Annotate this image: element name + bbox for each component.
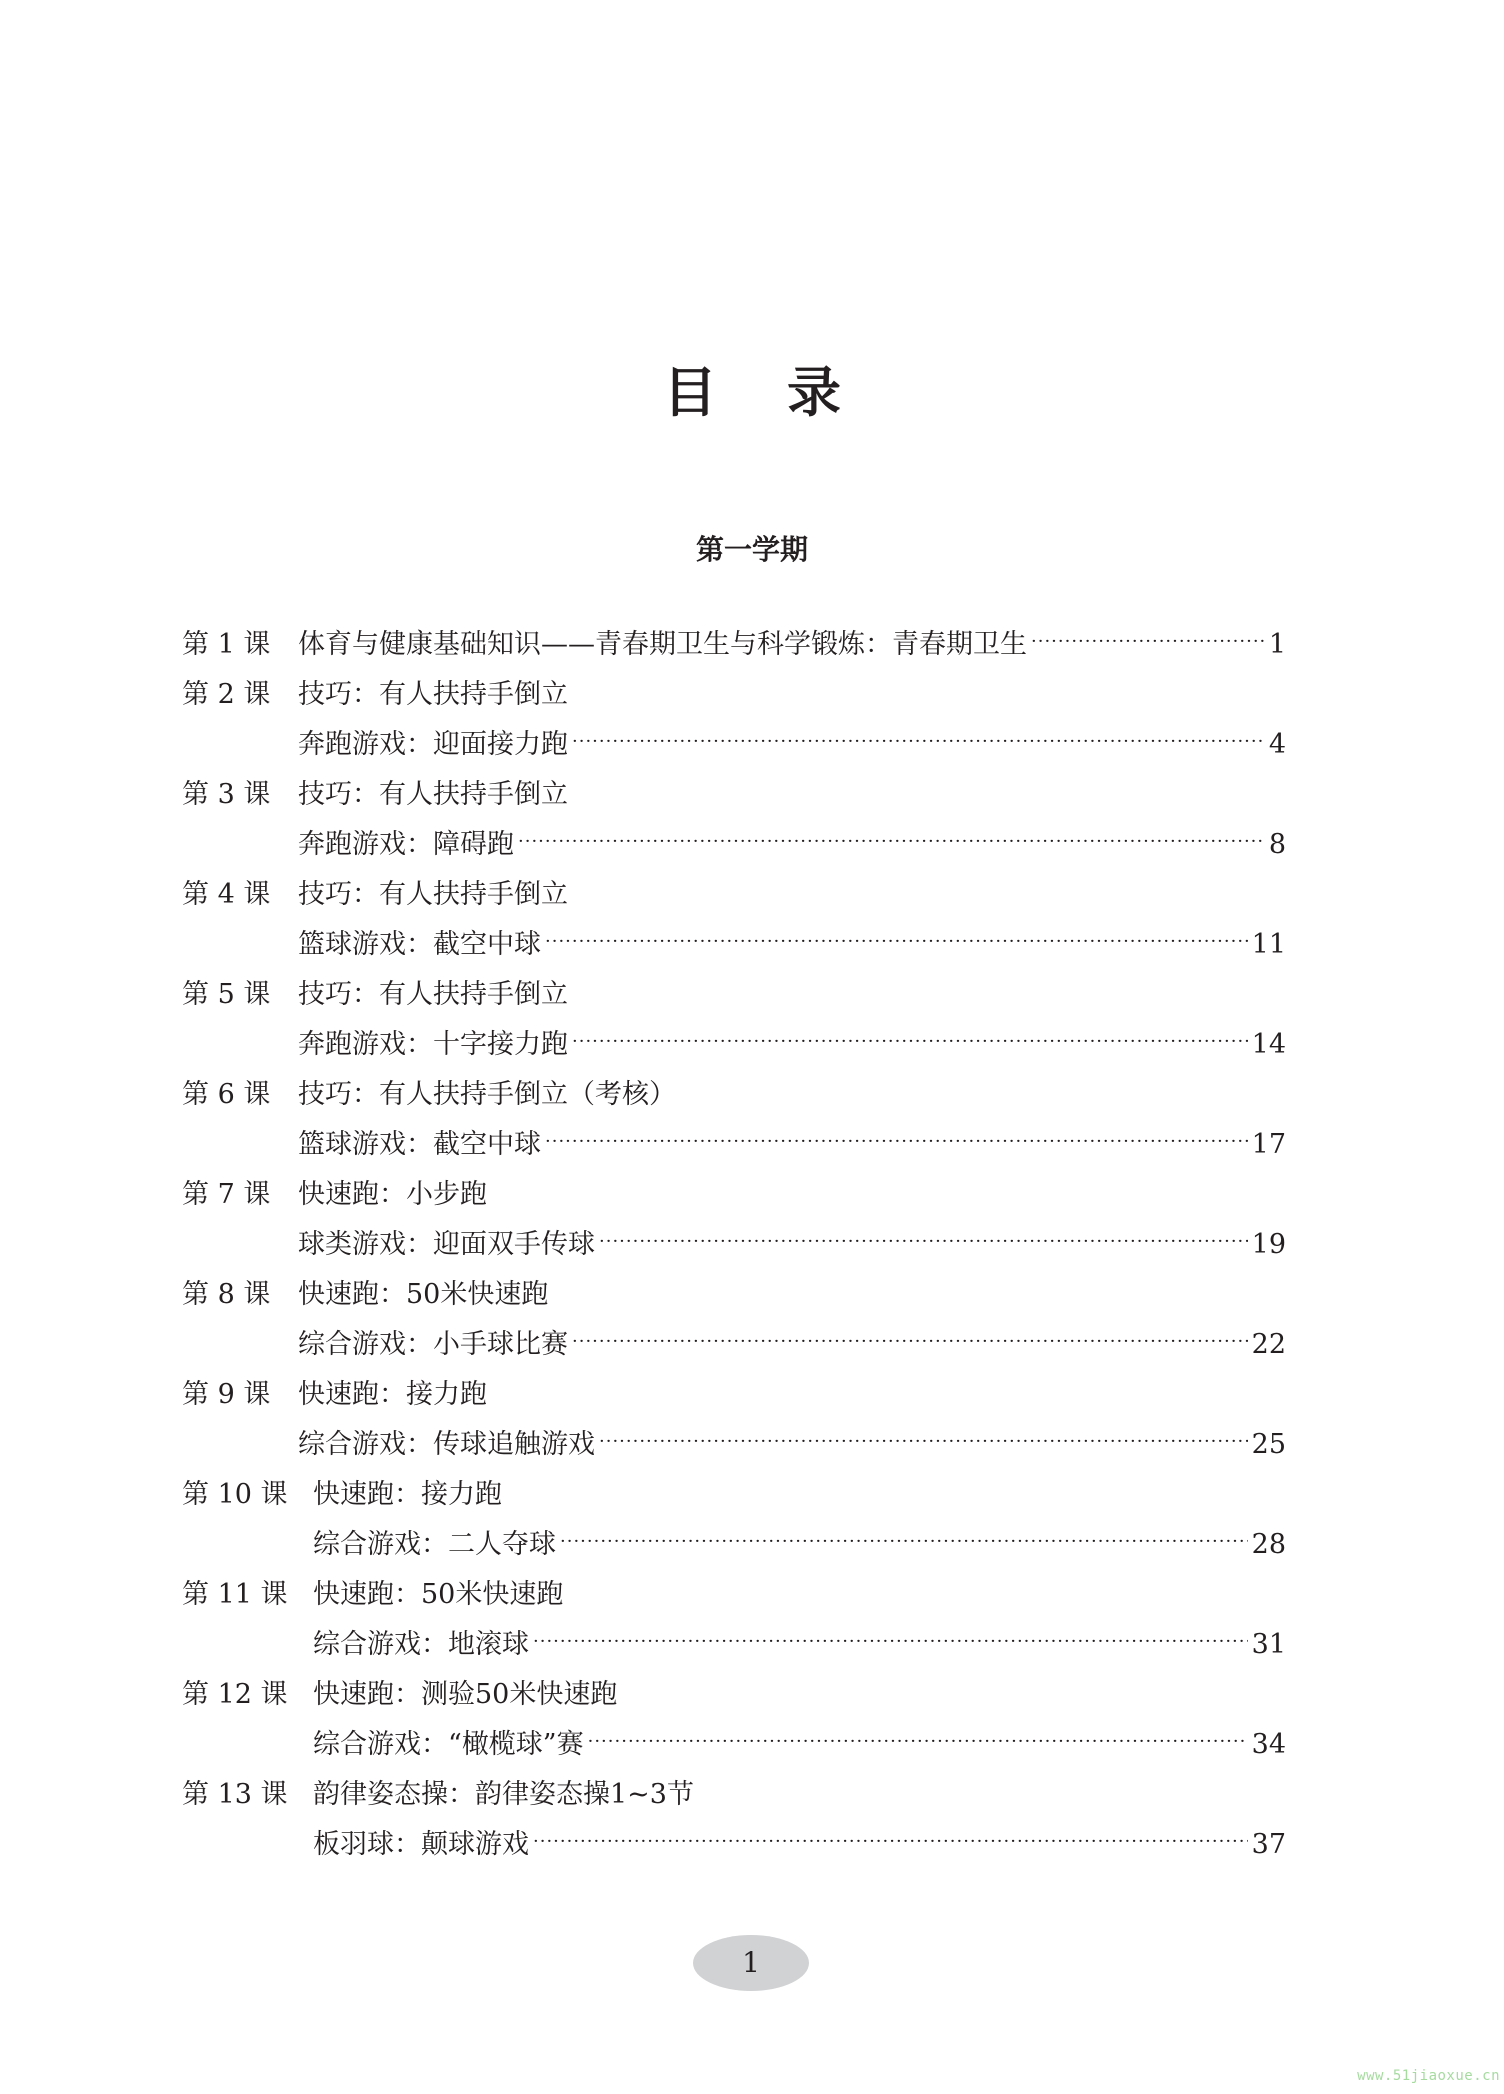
page-ref: 28 <box>1251 1529 1286 1560</box>
dot-leader <box>572 719 1265 765</box>
toc-entry[interactable] <box>182 1722 1286 1772</box>
page-ref: 11 <box>1251 929 1286 960</box>
lesson-title: 技巧：有人扶持手倒立 <box>298 679 568 710</box>
lesson-title: 快速跑：50米快速跑 <box>313 1579 564 1610</box>
lesson-title: 综合游戏：地滚球 <box>313 1629 529 1660</box>
dot-leader <box>572 1319 1248 1365</box>
lesson-title: 体育与健康基础知识——青春期卫生与科学锻炼：青春期卫生 <box>298 629 1027 660</box>
lesson-number: 第 6 课 <box>182 1079 271 1110</box>
lesson-title: 奔跑游戏：障碍跑 <box>298 829 514 860</box>
dot-leader <box>1031 619 1265 665</box>
dot-leader <box>545 1119 1248 1165</box>
lesson-title: 综合游戏：传球追触游戏 <box>298 1429 595 1460</box>
page-ref: 14 <box>1251 1029 1286 1060</box>
toc-entry[interactable] <box>182 922 1286 972</box>
page-title-char-1: 目 <box>663 361 717 424</box>
toc-entry[interactable] <box>182 1322 1286 1372</box>
lesson-title: 快速跑：接力跑 <box>298 1379 487 1410</box>
lesson-title: 奔跑游戏：迎面接力跑 <box>298 729 568 760</box>
section-heading: 第一学期 <box>695 533 808 566</box>
lesson-number: 第 8 课 <box>182 1279 271 1310</box>
toc-entry[interactable] <box>182 822 1286 872</box>
toc-entry[interactable] <box>182 1072 1286 1122</box>
lesson-number: 第 5 课 <box>182 979 271 1010</box>
page-title-char-2: 录 <box>787 361 841 424</box>
watermark: www.51jiaoxue.cn <box>1357 2068 1500 2084</box>
lesson-title: 综合游戏：二人夺球 <box>313 1529 556 1560</box>
toc-entry[interactable] <box>182 1222 1286 1272</box>
page-number-badge: 1 <box>693 1935 809 1991</box>
dot-leader <box>533 1819 1248 1865</box>
toc-entry[interactable] <box>182 1772 1286 1822</box>
lesson-number: 第 12 课 <box>182 1679 288 1710</box>
toc-entry[interactable] <box>182 872 1286 922</box>
lesson-title: 综合游戏：小手球比赛 <box>298 1329 568 1360</box>
toc-entry[interactable] <box>182 1622 1286 1672</box>
toc-entry[interactable] <box>182 1672 1286 1722</box>
toc-entry[interactable] <box>182 622 1286 672</box>
lesson-title: 技巧：有人扶持手倒立 <box>298 879 568 910</box>
lesson-title: 快速跑：小步跑 <box>298 1179 487 1210</box>
lesson-number: 第 13 课 <box>182 1779 288 1810</box>
lesson-title: 技巧：有人扶持手倒立 <box>298 779 568 810</box>
table-of-contents <box>182 622 1286 1872</box>
lesson-title: 技巧：有人扶持手倒立 <box>298 979 568 1010</box>
toc-entry[interactable] <box>182 672 1286 722</box>
page-ref: 4 <box>1268 729 1286 760</box>
lesson-title: 板羽球：颠球游戏 <box>313 1829 529 1860</box>
lesson-number: 第 1 课 <box>182 629 271 660</box>
lesson-title: 综合游戏：“橄榄球”赛 <box>313 1729 584 1760</box>
toc-entry[interactable] <box>182 1122 1286 1172</box>
lesson-title: 篮球游戏：截空中球 <box>298 929 541 960</box>
page-ref: 19 <box>1251 1229 1286 1260</box>
toc-entry[interactable] <box>182 1822 1286 1872</box>
toc-entry[interactable] <box>182 1372 1286 1422</box>
toc-entry[interactable] <box>182 1472 1286 1522</box>
toc-entry[interactable] <box>182 722 1286 772</box>
lesson-number: 第 2 课 <box>182 679 271 710</box>
lesson-title: 技巧：有人扶持手倒立（考核） <box>298 1079 676 1110</box>
lesson-title: 球类游戏：迎面双手传球 <box>298 1229 595 1260</box>
page-ref: 37 <box>1251 1829 1286 1860</box>
toc-entry[interactable] <box>182 1522 1286 1572</box>
page-ref: 17 <box>1251 1129 1286 1160</box>
toc-entry[interactable] <box>182 1572 1286 1622</box>
page-ref: 31 <box>1251 1629 1286 1660</box>
page-ref: 8 <box>1268 829 1286 860</box>
dot-leader <box>572 1019 1248 1065</box>
dot-leader <box>599 1219 1248 1265</box>
dot-leader <box>588 1719 1248 1765</box>
toc-entry[interactable] <box>182 972 1286 1022</box>
dot-leader <box>560 1519 1248 1565</box>
lesson-number: 第 7 课 <box>182 1179 271 1210</box>
page-ref: 22 <box>1251 1329 1286 1360</box>
dot-leader <box>599 1419 1248 1465</box>
toc-entry[interactable] <box>182 1022 1286 1072</box>
lesson-title: 篮球游戏：截空中球 <box>298 1129 541 1160</box>
lesson-title: 奔跑游戏：十字接力跑 <box>298 1029 568 1060</box>
lesson-title: 快速跑：50米快速跑 <box>298 1279 549 1310</box>
toc-entry[interactable] <box>182 1422 1286 1472</box>
lesson-number: 第 10 课 <box>182 1479 288 1510</box>
lesson-number: 第 3 课 <box>182 779 271 810</box>
lesson-number: 第 4 课 <box>182 879 271 910</box>
dot-leader <box>518 819 1265 865</box>
page-ref: 1 <box>1268 629 1286 660</box>
page-ref: 34 <box>1251 1729 1286 1760</box>
toc-entry[interactable] <box>182 1172 1286 1222</box>
lesson-number: 第 11 课 <box>182 1579 288 1610</box>
lesson-title: 快速跑：接力跑 <box>313 1479 502 1510</box>
dot-leader <box>533 1619 1248 1665</box>
toc-entry[interactable] <box>182 1272 1286 1322</box>
dot-leader <box>545 919 1248 965</box>
toc-entry[interactable] <box>182 772 1286 822</box>
lesson-number: 第 9 课 <box>182 1379 271 1410</box>
lesson-title: 快速跑：测验50米快速跑 <box>313 1679 618 1710</box>
lesson-title: 韵律姿态操：韵律姿态操1~3节 <box>313 1779 694 1810</box>
page-ref: 25 <box>1251 1429 1286 1460</box>
page-title <box>0 350 1504 427</box>
